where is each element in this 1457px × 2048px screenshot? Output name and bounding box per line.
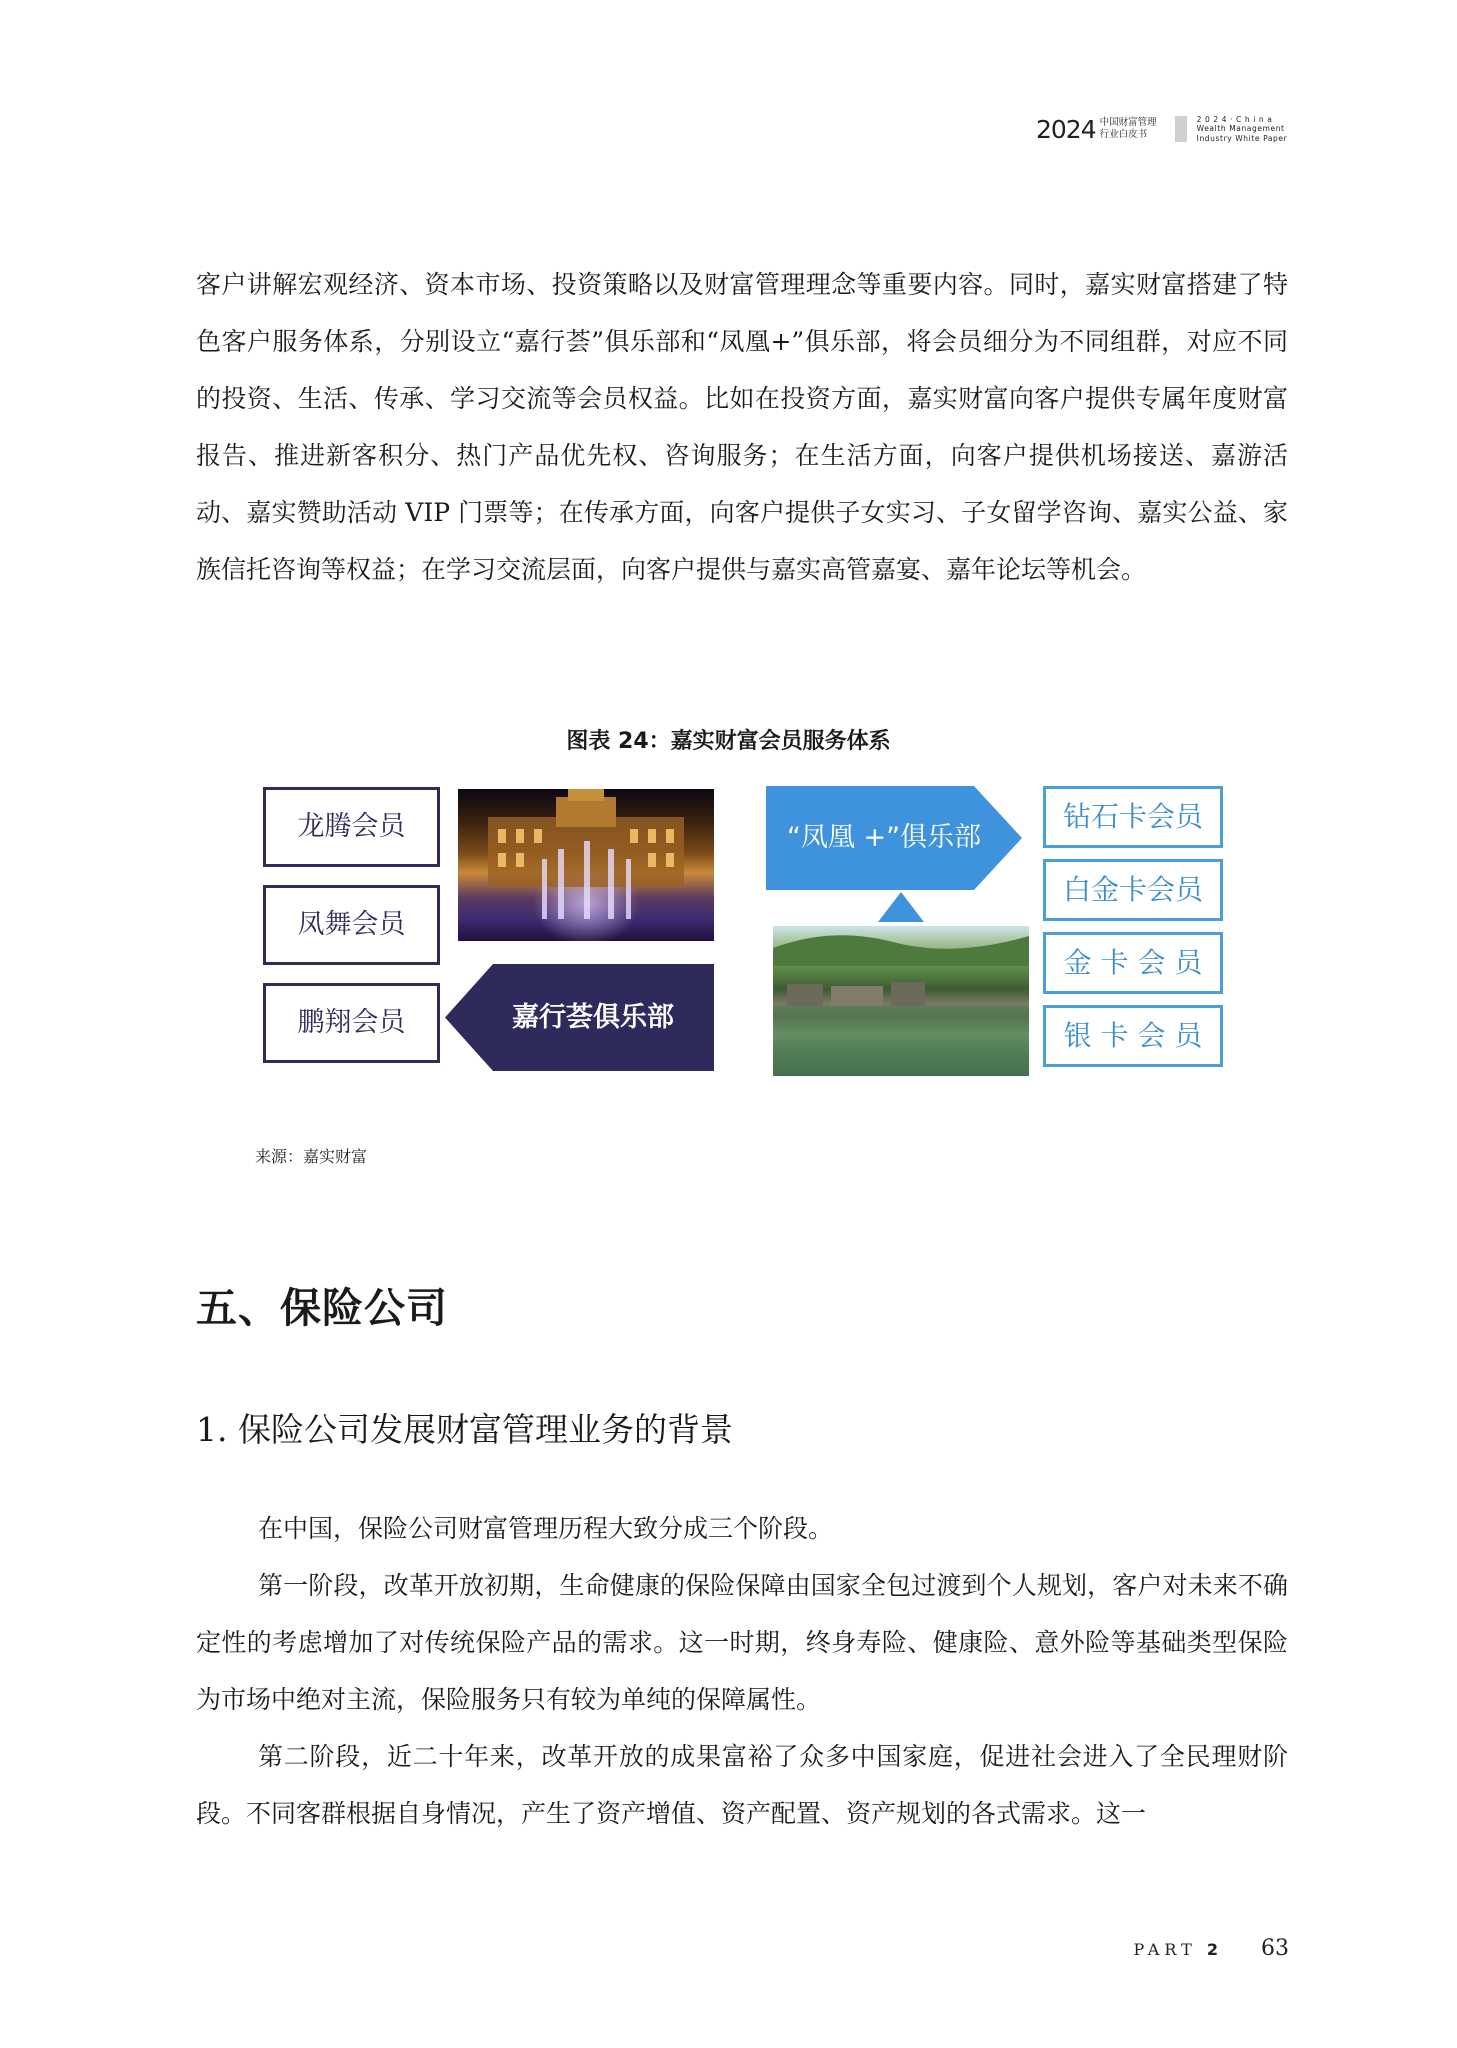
member-box-longteng: 龙腾会员 — [263, 787, 440, 867]
page-number: 63 — [1261, 1936, 1289, 1961]
paragraph-1: 在中国，保险公司财富管理历程大致分成三个阶段。 — [258, 1514, 834, 1543]
footer-part: PART 2 — [1133, 1940, 1223, 1959]
paragraph-2: 第一阶段，改革开放初期，生命健康的保险保障由国家全包过渡到个人规划，客户对未来不确定性的考虑增加了对传统保险产品的需求。这一时期，终身寿险、健康险、意外险等基础类型保险为市场中绝对主流，保险服务只有较为单纯的保障属性。 — [196, 1571, 1288, 1714]
running-header — [1036, 112, 1287, 146]
header-divider — [1175, 116, 1187, 142]
club-photo-landscape — [773, 926, 1029, 1076]
palace-illustration — [458, 789, 714, 941]
landscape-illustration — [773, 926, 1029, 1076]
member-box-pengxiang: 鹏翔会员 — [263, 983, 440, 1063]
club-label-fenghuang: “凤凰 +”俱乐部 — [786, 822, 982, 853]
club-label-jiaxinghui: 嘉行荟俱乐部 — [512, 1002, 674, 1033]
header-title-cn: 中国财富管理 行业白皮书 — [1099, 117, 1157, 140]
card-member-diamond: 钻石卡会员 — [1043, 786, 1223, 848]
up-triangle-icon — [878, 892, 924, 922]
card-member-silver: 银 卡 会 员 — [1043, 1005, 1223, 1067]
paragraph-3: 第二阶段，近二十年来，改革开放的成果富裕了众多中国家庭，促进社会进入了全民理财阶段。不同客群根据自身情况，产生了资产增值、资产配置、资产规划的各式需求。这一 — [196, 1742, 1288, 1828]
card-member-platinum: 白金卡会员 — [1043, 859, 1223, 921]
member-box-fengwu: 凤舞会员 — [263, 885, 440, 965]
card-member-gold: 金 卡 会 员 — [1043, 932, 1223, 994]
figure-title: 图表 24：嘉实财富会员服务体系 — [566, 729, 891, 754]
header-title-en: 2 0 2 4 · C h i n a Wealth Management Industry White Paper — [1196, 114, 1288, 143]
subsection-title: 1. 保险公司发展财富管理业务的背景 — [196, 1410, 733, 1449]
page-footer — [1133, 1936, 1289, 1961]
section-title: 五、保险公司 — [196, 1284, 448, 1332]
header-year: 2024 — [1036, 114, 1096, 144]
intro-paragraph: 客户讲解宏观经济、资本市场、投资策略以及财富管理理念等重要内容。同时，嘉实财富搭建了特色客户服务体系，分别设立“嘉行荟”俱乐部和“凤凰+”俱乐部，将会员细分为不同组群，对应不同的投资、生活、传承、学习交流等会员权益。比如在投资方面，嘉实财富向客户提供专属年度财富报告、推进新客积分、热门产品优先权、咨询服务；在生活方面，向客户提供机场接送、嘉游活动、嘉实赞助活动 VIP 门票等；在传承方面，向客户提供子女实习、子女留学咨询、嘉实公益、家族信托咨询等权益；在学习交流层面，向客户提供与嘉实高管嘉宴、嘉年论坛等机会。 — [196, 270, 1288, 584]
figure-source: 来源：嘉实财富 — [255, 1147, 368, 1166]
club-photo-palace — [458, 789, 714, 941]
